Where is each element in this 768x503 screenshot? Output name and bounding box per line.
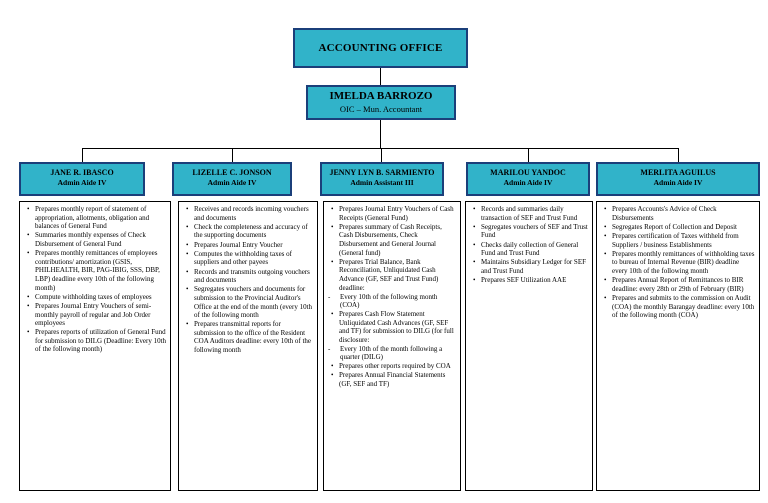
duty-item: • Prepares Annual Financial Statements (GF, SEF and TF) bbox=[339, 371, 457, 388]
duty-item: • Prepares and submits to the commission on Audit (COA) the monthly Barangay deadline: every 10th of the following month (COA) bbox=[612, 294, 756, 320]
duty-item: • Prepares certification of Taxes withheld from Suppliers / business Establishments bbox=[612, 232, 756, 249]
head-box bbox=[306, 85, 456, 120]
duty-item: • Check the completeness and accuracy of the supporting documents bbox=[194, 223, 314, 240]
head-name: IMELDA BARROZO bbox=[329, 90, 433, 102]
staff-box-ibasco bbox=[19, 162, 145, 196]
duty-item: • Prepares Journal Entry Vouchers of semi-monthly payroll of regular and Job Order employees bbox=[35, 302, 167, 328]
duty-item: • Receives and records incoming vouchers and documents bbox=[194, 205, 314, 222]
duties-yandoc bbox=[465, 201, 593, 491]
duty-item: • Prepares Annual Report of Remittances to BIR deadline: every 28th or 29th of February (BIR) bbox=[612, 276, 756, 293]
duty-item: • Prepares summary of Cash Receipts, Cash Disbursements, Check Disbursement and General Journal (General fund) bbox=[339, 223, 457, 257]
duty-item: • Segregates vouchers of SEF and Trust Fund bbox=[481, 223, 589, 240]
duty-item: • Prepares Trial Balance, Bank Reconciliation, Unliquidated Cash Advance (GF, SEF and Trust Fund) deadline: bbox=[339, 258, 457, 292]
staff-name: MARILOU YANDOC bbox=[490, 168, 566, 177]
connector-title-head bbox=[380, 68, 381, 85]
duty-item: • Records and summaries daily transaction of SEF and Trust Fund bbox=[481, 205, 589, 222]
duty-item: • Prepares Journal Entry Vouchers of Cash Receipts (General Fund) bbox=[339, 205, 457, 222]
duty-item: • Checks daily collection of General Fund and Trust Fund bbox=[481, 241, 589, 258]
staff-role: Admin Aide IV bbox=[653, 178, 703, 187]
staff-role: Admin Aide IV bbox=[207, 178, 257, 187]
duty-item: • Prepares transmittal reports for submission to the office of the Resident COA Auditors deadline: every 10th of the following month bbox=[194, 320, 314, 354]
head-role: OIC – Mun. Accountant bbox=[339, 104, 423, 114]
duties-ibasco bbox=[19, 201, 171, 491]
duties-jonson bbox=[178, 201, 318, 491]
connector-head-down bbox=[380, 120, 381, 148]
connector-staff-3 bbox=[381, 148, 382, 162]
duty-item: • Prepares monthly report of statement of appropriation, allotments, obligation and balances of General Fund bbox=[35, 205, 167, 231]
duty-item: • Prepares Accounts's Advice of Check Disbursements bbox=[612, 205, 756, 222]
duty-sub-item: - Every 10th of the month following a quarter (DILG) bbox=[326, 345, 457, 362]
duty-item: • Prepares monthly remittances of employees contributions/ amortization (GSIS, PHILHEALTH, BIR, PAG-IBIG, SSS, DBP, LBP) deadline every 10th of the following month) bbox=[35, 249, 167, 292]
staff-role: Admin Aide IV bbox=[503, 178, 553, 187]
staff-name: JANE R. IBASCO bbox=[50, 168, 114, 177]
staff-box-yandoc bbox=[466, 162, 590, 196]
office-title-box bbox=[293, 28, 468, 68]
office-title: ACCOUNTING OFFICE bbox=[318, 42, 443, 54]
staff-name: LIZELLE C. JONSON bbox=[192, 168, 272, 177]
duty-item: • Summaries monthly expenses of Check Disbursement of General Fund bbox=[35, 231, 167, 248]
staff-box-jonson bbox=[172, 162, 292, 196]
duties-aguilus bbox=[596, 201, 760, 491]
duty-item: • Maintains Subsidiary Ledger for SEF and Trust Fund bbox=[481, 258, 589, 275]
staff-box-sarmiento bbox=[320, 162, 444, 196]
duty-item: • Prepares other reports required by COA bbox=[339, 362, 457, 371]
duty-item: • Prepares reports of utilization of General Fund for submission to DILG (Deadline: Every 10th of the following month) bbox=[35, 328, 167, 354]
staff-role: Admin Assistant III bbox=[350, 178, 414, 187]
duty-item: • Compute withholding taxes of employees bbox=[35, 293, 167, 302]
duty-sub-item: - Every 10th of the following month (COA) bbox=[326, 293, 457, 310]
connector-staff-5 bbox=[678, 148, 679, 162]
connector-staff-2 bbox=[232, 148, 233, 162]
staff-name: JENNY LYN B. SARMIENTO bbox=[329, 168, 435, 177]
duty-item: • Computes the withholding taxes of suppliers and other payees bbox=[194, 250, 314, 267]
duty-item: • Records and transmits outgoing vouchers and documents bbox=[194, 268, 314, 285]
duty-item: • Segregates Report of Collection and Deposit bbox=[612, 223, 756, 232]
connector-staff-4 bbox=[528, 148, 529, 162]
staff-box-aguilus bbox=[596, 162, 760, 196]
duties-sarmiento bbox=[323, 201, 461, 491]
duty-item: • Prepares monthly remittances of withholding taxes to bureau of Internal Revenue (BIR) deadline every 10th of the following month bbox=[612, 250, 756, 276]
staff-name: MERLITA AGUILUS bbox=[640, 168, 716, 177]
duty-item: • Prepares SEF Utilization AAE bbox=[481, 276, 589, 285]
connector-staff-1 bbox=[82, 148, 83, 162]
connector-horizontal bbox=[82, 148, 678, 149]
duty-item: • Segregates vouchers and documents for submission to the Provincial Auditor's Office at the end of the month (every 10th of the following month bbox=[194, 285, 314, 319]
duty-item: • Prepares Journal Entry Voucher bbox=[194, 241, 314, 250]
duty-item: • Prepares Cash Flow Statement Unliquidated Cash Advances (GF, SEF and TF) for submission to DILG (for full disclosure: bbox=[339, 310, 457, 344]
staff-role: Admin Aide IV bbox=[57, 178, 107, 187]
